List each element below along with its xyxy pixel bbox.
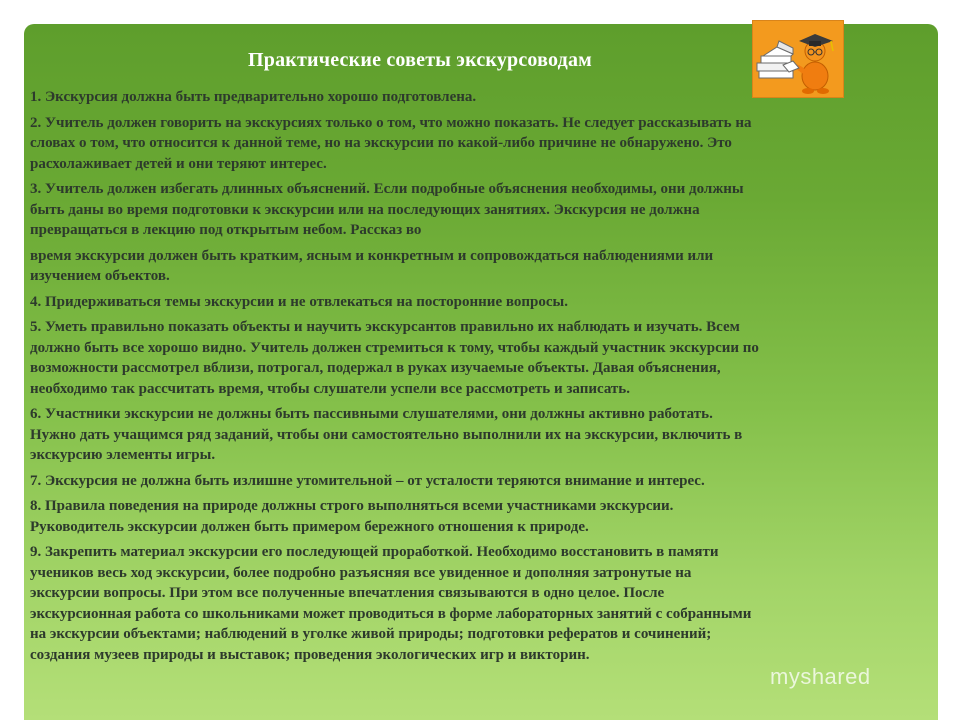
tip-line: быть даны во время подготовки к экскурсии или на последующих занятиях. Экскурсия не должна	[30, 201, 700, 218]
watermark-text: myshared	[770, 664, 871, 689]
tip-line: 5. Уметь правильно показать объекты и научить экскурсантов правильно их наблюдать и изучать. Всем	[30, 319, 740, 335]
tip-paragraph	[30, 404, 940, 466]
tip-paragraph	[30, 496, 940, 537]
tip-line: экскурсии вопросы. При этом все полученные впечатления связываются в одно целое. После	[30, 585, 665, 601]
tip-paragraph	[30, 179, 940, 241]
tip-line: должно быть все хорошо видно. Учитель должен стремиться к тому, чтобы каждый участник экскурсии по	[30, 339, 759, 356]
slide-title: Практические советы экскурсоводам	[248, 49, 592, 71]
tip-line: изучением объектов.	[30, 268, 170, 284]
tip-line: словах о том, что относится к данной теме, но на экскурсии по какой-либо причине не обнаружено. Это	[30, 135, 732, 151]
tip-paragraph	[30, 87, 940, 108]
tip-paragraph	[30, 113, 940, 175]
tip-line: Нужно дать учащимся ряд заданий, чтобы они самостоятельно выполнили их на экскурсии, включить в	[30, 426, 743, 443]
tip-line: экскурсионная работа со школьниками может проводиться в форме лабораторных занятий с собранными	[30, 605, 752, 622]
tip-line: 3. Учитель должен избегать длинных объяснений. Если подробные объяснения необходимы, они должны	[30, 181, 744, 197]
tip-line: 9. Закрепить материал экскурсии его последующей проработкой. Необходимо восстановить в памяти	[30, 544, 719, 560]
tip-line: расхолаживает детей и они теряют интерес.	[30, 155, 327, 172]
tip-line: создания музеев природы и выставок; проведения экологических игр и викторин.	[30, 646, 590, 663]
tip-paragraph	[30, 246, 940, 287]
tip-line: 6. Участники экскурсии не должны быть пассивными слушателями, они должны активно работать.	[30, 406, 713, 422]
tip-paragraph	[30, 292, 940, 313]
tip-line: превращаться в лекцию под открытым небом. Рассказ во	[30, 222, 422, 238]
tip-paragraph	[30, 471, 940, 492]
tip-line: экскурсию элементы игры.	[30, 447, 216, 463]
tip-paragraph	[30, 542, 940, 665]
tips-list	[30, 87, 940, 670]
tip-line: возможности рассмотрел вблизи, потрогал, подержал в руках изучаемые объекты. Давая объяснения,	[30, 360, 721, 376]
tip-line: на экскурсии объектами; наблюдений в уголке живой природы; подготовки рефератов и сочинений;	[30, 626, 712, 642]
tip-line: время экскурсии должен быть кратким, ясным и конкретным и сопровождаться наблюдениями или	[30, 247, 714, 264]
tip-line: 2. Учитель должен говорить на экскурсиях только о том, что можно показать. Не следует рассказывать на	[30, 114, 752, 131]
tip-line: учеников весь ход экскурсии, более подробно разъясняя все увиденное и дополняя затронутые на	[30, 564, 692, 581]
tip-line: 8. Правила поведения на природе должны строго выполняться всеми участниками экскурсии.	[30, 498, 674, 514]
tip-line: Руководитель экскурсии должен быть примером бережного отношения к природе.	[30, 518, 589, 535]
tip-paragraph	[30, 317, 940, 399]
tip-line: 7. Экскурсия не должна быть излишне утомительной – от усталости теряются внимание и интерес.	[30, 472, 705, 489]
tip-line: необходимо так рассчитать время, чтобы слушатели успели все рассмотреть и записать.	[30, 380, 630, 397]
tip-line: 4. Придерживаться темы экскурсии и не отвлекаться на посторонние вопросы.	[30, 293, 568, 310]
tip-line: 1. Экскурсия должна быть предварительно хорошо подготовлена.	[30, 89, 477, 105]
